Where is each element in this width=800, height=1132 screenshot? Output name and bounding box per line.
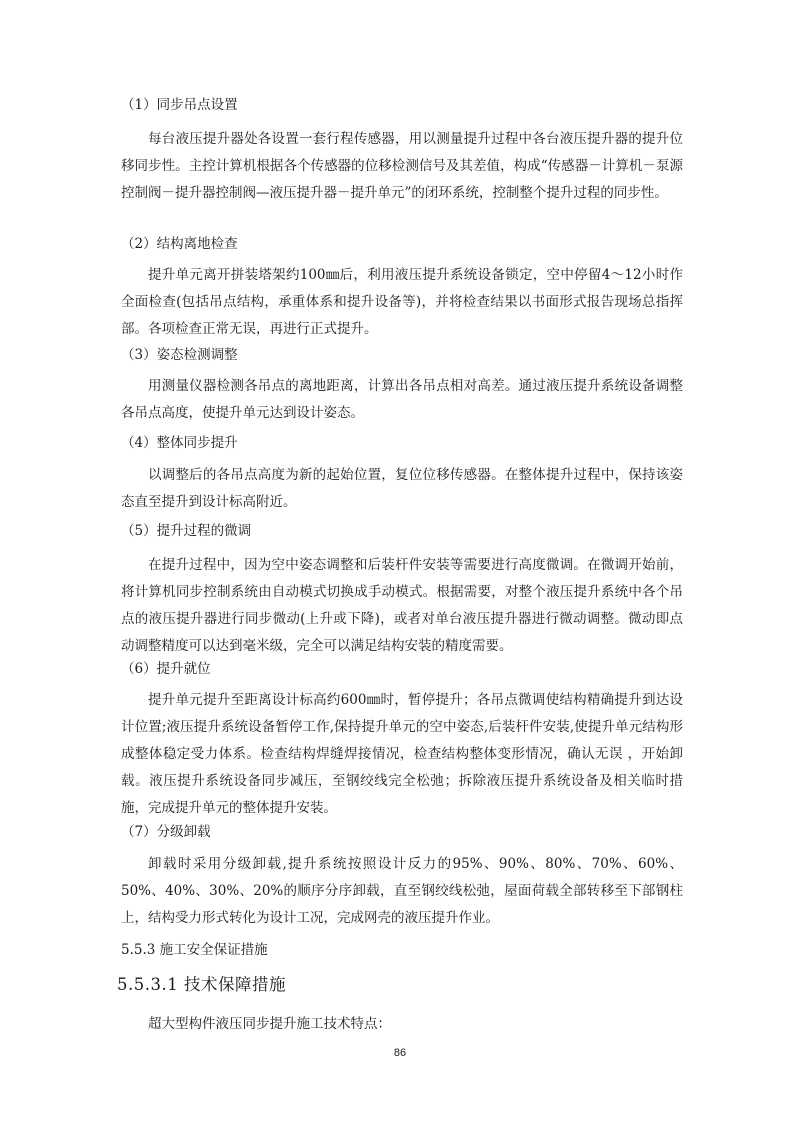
section-body-2: 提升单元离开拼装塔架约100㎜后，利用液压提升系统设备锁定，空中停留4～12小时作全面检查(包括吊点结构，承重体系和提升设备等)，并将检查结果以书面形式报告现场总指挥部。各项检查正常无误，再进行正式提升。 <box>121 267 683 337</box>
section-body-7: 卸载时采用分级卸载,提升系统按照设计反力的95%、90%、80%、70%、60%、50%、40%、30%、20%的顺序分序卸载，直至钢绞线松弛，屋面荷载全部转移至下部钢柱上，结构受力形式转化为设计工况，完成网壳的液压提升作业。 <box>121 856 683 926</box>
section-heading-2: （2）结构离地检查 <box>121 236 238 252</box>
section-body-5: 在提升过程中，因为空中姿态调整和后装杆件安装等需要进行高度微调。在微调开始前，将计算机同步控制系统由自动模式切换成手动模式。根据需要，对整个液压提升系统中各个吊点的液压提升器进行同步微动(上升或下降)，或者对单台液压提升器进行微动调整。微动即点动调整精度可以达到毫米级，完全可以满足结构安装的精度需要。 <box>121 557 683 654</box>
section-body-3: 用测量仪器检测各吊点的离地距离，计算出各吊点相对高差。通过液压提升系统设备调整各吊点高度，使提升单元达到设计姿态。 <box>121 378 683 421</box>
section-body-4: 以调整后的各吊点高度为新的起始位置，复位位移传感器。在整体提升过程中，保持该姿态直至提升到设计标高附近。 <box>121 467 683 510</box>
subsubsection-heading: 5.5.3.1 技术保障措施 <box>117 975 286 994</box>
section-body-6: 提升单元提升至距离设计标高约600㎜时，暂停提升；各吊点微调使结构精确提升到达设计位置;液压提升系统设备暂停工作,保持提升单元的空中姿态,后装杆件安装,使提升单元结构形成整体稳定受力体系。检查结构焊缝焊接情况，检查结构整体变形情况，确认无误 ，开始卸载。液压提升系统设备同步减压，至钢绞线完全松弛；拆除液压提升系统设备及相关临时措施，完成提升单元的整体提升安装。 <box>121 692 683 816</box>
section-heading-6: （6）提升就位 <box>121 661 211 677</box>
section-heading-1: （1）同步吊点设置 <box>121 97 238 113</box>
subsection-heading: 5.5.3 施工安全保证措施 <box>121 942 268 958</box>
page-number: 86 <box>393 1047 407 1059</box>
section-heading-7: （7）分级卸载 <box>121 824 211 840</box>
section-heading-5: （5）提升过程的微调 <box>121 523 252 539</box>
section-heading-3: （3）姿态检测调整 <box>121 347 238 363</box>
section-heading-4: （4）整体同步提升 <box>121 435 238 451</box>
section-body-1: 每台液压提升器处各设置一套行程传感器，用以测量提升过程中各台液压提升器的提升位移同步性。主控计算机根据各个传感器的位移检测信号及其差值，构成“传感器－计算机－泵源控制阀－提升器控制阀—液压提升器－提升单元”的闭环系统，控制整个提升过程的同步性。 <box>121 131 683 201</box>
closing-paragraph: 超大型构件液压同步提升施工技术特点： <box>148 1016 391 1032</box>
